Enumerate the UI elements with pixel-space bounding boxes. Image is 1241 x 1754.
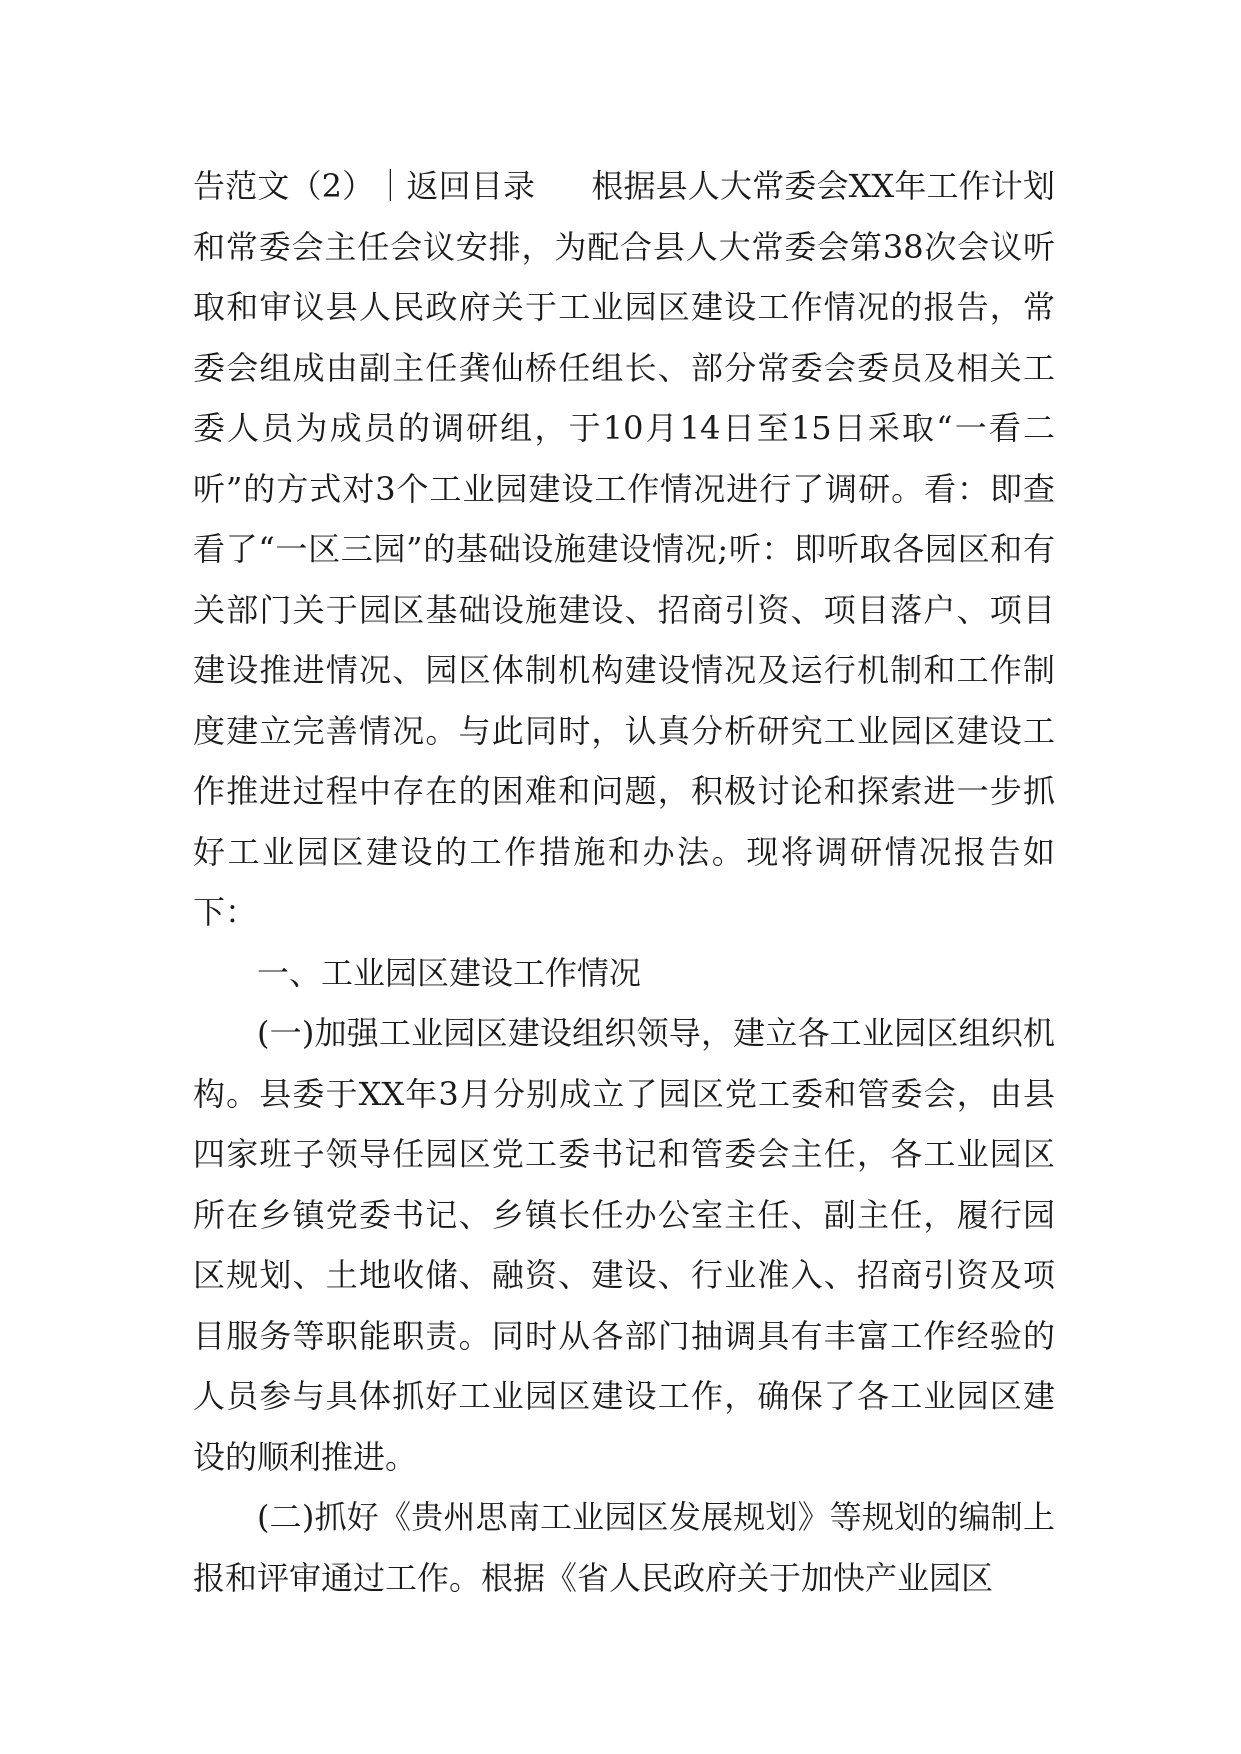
document-body	[193, 156, 1055, 1608]
section-heading: 一、工业园区建设工作情况	[257, 953, 642, 992]
intro-text: 根据县人大常委会XX年工作计划和常委会主任会议安排，为配合县人大常委会第38次会议听取和审议县人民政府关于工业园区建设工作情况的报告，常委会组成由副主任龚仙桥任组长、部分常委会委员及相关工委人员为成员的调研组，于10月14日至15日采取“一看二听”的方式对3个工业园建设工作情况进行了调研。看：即查看了“一区三园”的基础设施建设情况;听：即听取各园区和有关部门关于园区基础设施建设、招商引资、项目落户、项目建设推进情况、园区体制机构建设情况及运行机制和工作制度建立完善情况。与此同时，认真分析研究工业园区建设工作推进过程中存在的困难和问题，积极讨论和探索进一步抓好工业园区建设的工作措施和办法。现将调研情况报告如下：	[193, 167, 1055, 931]
paragraph-2: (二)抓好《贵州思南工业园区发展规划》等规划的编制上报和评审通过工作。根据《省人民政府关于加快产业园区	[193, 1498, 1055, 1597]
intro-paragraph	[193, 156, 1055, 943]
separator: ｜	[374, 167, 407, 205]
header-fragment: 告范文（2）	[193, 167, 375, 205]
back-to-contents-link[interactable]: 返回目录	[406, 167, 536, 205]
paragraph-1: (一)加强工业园区建设组织领导，建立各工业园区组织机构。县委于XX年3月分别成立了园区党工委和管委会，由县四家班子领导任园区党工委书记和管委会主任，各工业园区所在乡镇党委书记、乡镇长任办公室主任、副主任，履行园区规划、土地收储、融资、建设、行业准入、招商引资及项目服务等职能职责。同时从各部门抽调具有丰富工作经验的人员参与具体抓好工业园区建设工作，确保了各工业园区建设的顺利推进。	[193, 1014, 1055, 1476]
